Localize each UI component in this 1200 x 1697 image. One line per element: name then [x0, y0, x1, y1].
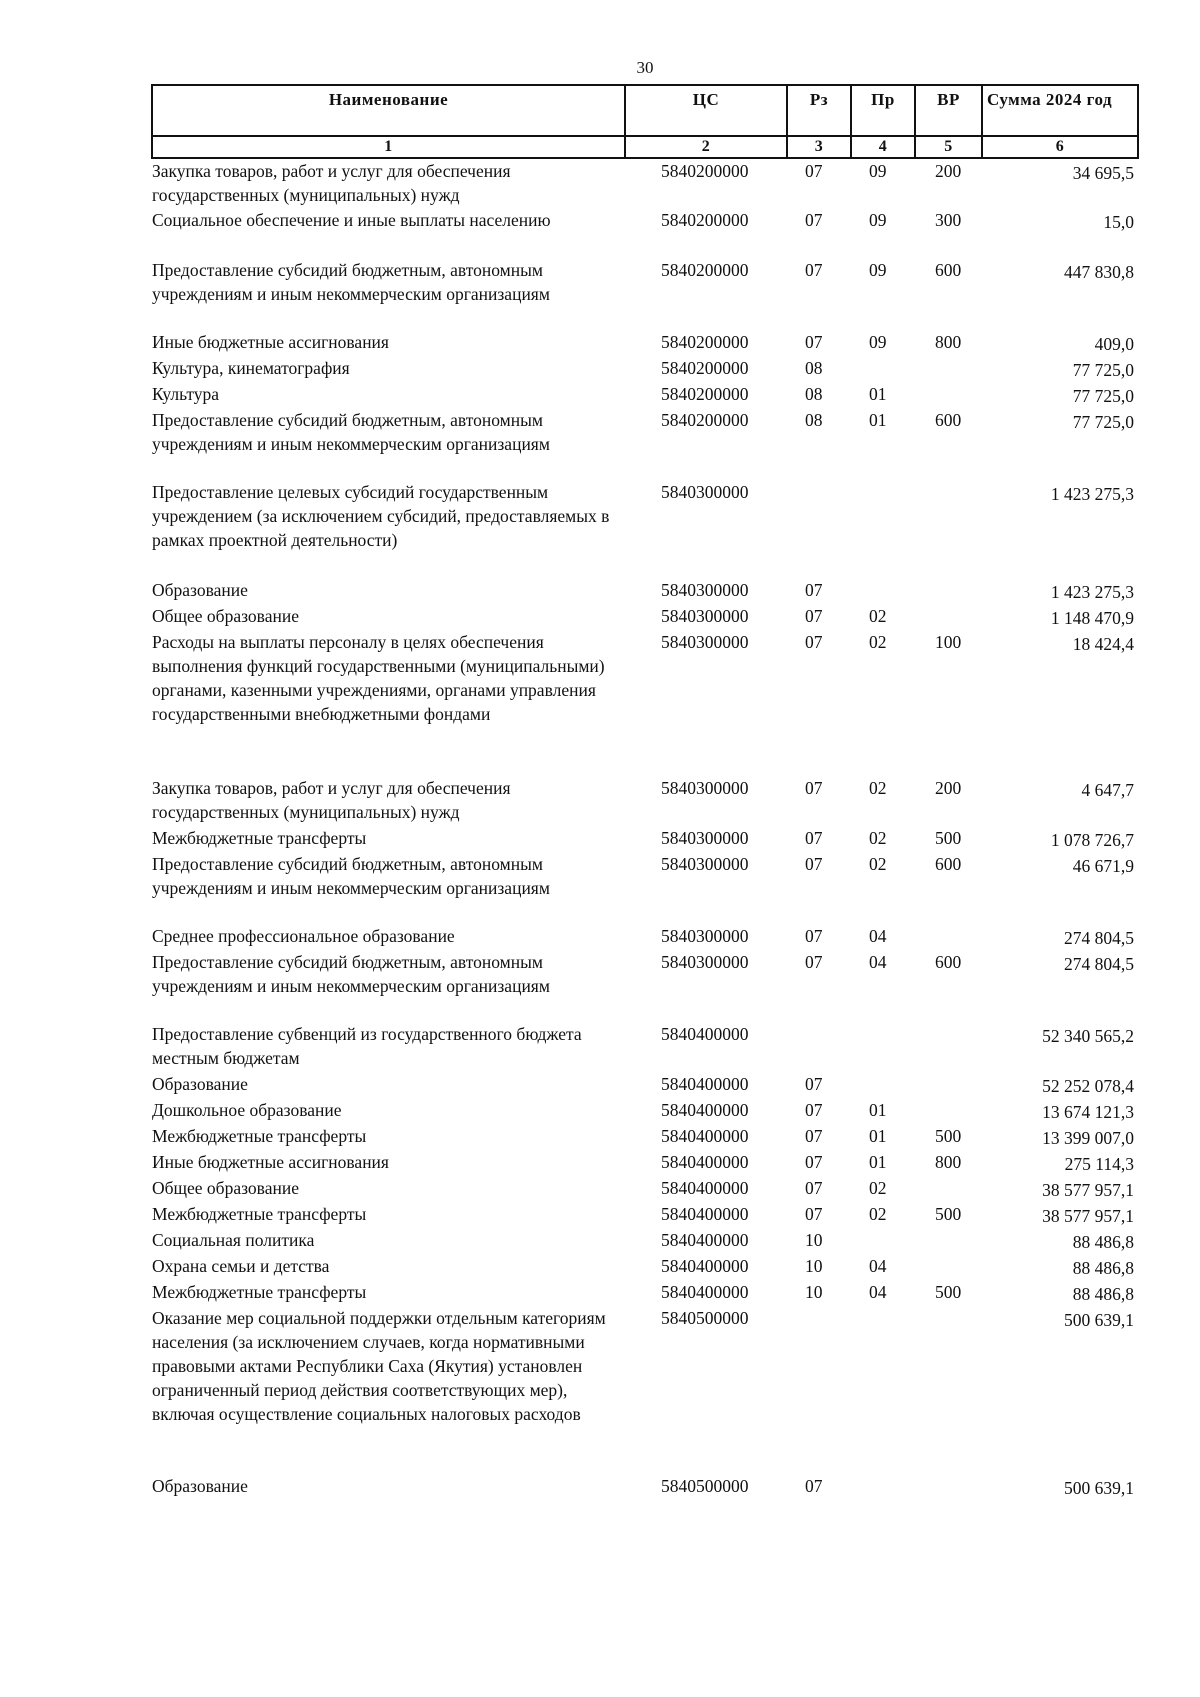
- cell-pr: 04: [869, 1282, 887, 1302]
- cell-pr: [851, 480, 915, 578]
- cell-name: Предоставление субсидий бюджетным, автономным учреждениям и иным некоммерческим организациям: [152, 854, 550, 898]
- cell-name: Предоставление субсидий бюджетным, автономным учреждениям и иным некоммерческим организациям: [152, 410, 550, 454]
- cell-name: Общее образование: [152, 606, 299, 626]
- cell-cs: 5840200000: [661, 384, 749, 404]
- cell-name: Социальная политика: [152, 1230, 315, 1250]
- cell-rz: 07: [805, 1126, 823, 1146]
- cell-rz: 07: [805, 926, 823, 946]
- cell-sum: 38 577 957,1: [1042, 1180, 1134, 1200]
- cell-vr: [915, 1098, 982, 1124]
- cell-cs: 5840300000: [661, 778, 749, 798]
- cell-sum: 15,0: [1103, 212, 1134, 232]
- cell-rz: 10: [805, 1282, 823, 1302]
- cell-sum: 38 577 957,1: [1042, 1206, 1134, 1226]
- header-number: 5: [915, 136, 982, 158]
- cell-name: Расходы на выплаты персоналу в целях обеспечения выполнения функций государственными (муниципальными) органами, казенными учреждениями, органами управления государственными внебюджетными фондами: [152, 632, 605, 724]
- cell-rz: 07: [805, 1204, 823, 1224]
- table-row: [152, 356, 1138, 382]
- table-header-numbers-row: [152, 136, 1138, 158]
- cell-pr: [851, 1072, 915, 1098]
- cell-vr: 600: [935, 952, 962, 972]
- table-row: [152, 158, 1138, 208]
- cell-rz: 07: [805, 828, 823, 848]
- cell-pr: 02: [869, 778, 887, 798]
- cell-cs: 5840300000: [661, 632, 749, 652]
- header-number: 2: [625, 136, 787, 158]
- table-row: [152, 258, 1138, 330]
- cell-pr: 01: [869, 410, 887, 430]
- cell-cs: 5840400000: [661, 1100, 749, 1120]
- cell-vr: [915, 1072, 982, 1098]
- cell-name: Образование: [152, 580, 248, 600]
- cell-pr: 09: [869, 210, 887, 230]
- cell-sum: 52 252 078,4: [1042, 1076, 1134, 1096]
- cell-vr: 300: [935, 210, 962, 230]
- cell-cs: 5840400000: [661, 1230, 749, 1250]
- cell-cs: 5840500000: [661, 1476, 749, 1496]
- table-row: [152, 924, 1138, 950]
- cell-sum: 1 423 275,3: [1050, 484, 1134, 504]
- table-row: [152, 950, 1138, 1022]
- cell-name: Межбюджетные трансферты: [152, 1204, 367, 1224]
- cell-name: Предоставление субсидий бюджетным, автономным учреждениям и иным некоммерческим организациям: [152, 260, 550, 304]
- table-row: [152, 1150, 1138, 1176]
- cell-cs: 5840400000: [661, 1024, 749, 1044]
- cell-cs: 5840400000: [661, 1282, 749, 1302]
- cell-vr: 200: [935, 161, 962, 181]
- cell-cs: 5840300000: [661, 606, 749, 626]
- cell-pr: 09: [869, 161, 887, 181]
- cell-pr: [851, 356, 915, 382]
- cell-rz: 07: [805, 1476, 823, 1496]
- table-row: [152, 1124, 1138, 1150]
- cell-rz: 08: [805, 358, 823, 378]
- cell-pr: 02: [869, 854, 887, 874]
- cell-rz: 07: [805, 778, 823, 798]
- cell-sum: 13 674 121,3: [1042, 1102, 1134, 1122]
- cell-pr: 04: [869, 926, 887, 946]
- cell-vr: 800: [935, 1152, 962, 1172]
- table-row: [152, 480, 1138, 578]
- table-row: [152, 852, 1138, 924]
- header-number: 1: [152, 136, 625, 158]
- cell-name: Культура: [152, 384, 220, 404]
- cell-rz: [787, 1022, 851, 1072]
- header-pr: Пр: [851, 85, 915, 136]
- cell-sum: 275 114,3: [1064, 1154, 1134, 1174]
- cell-rz: 08: [805, 410, 823, 430]
- cell-pr: [851, 1228, 915, 1254]
- table-row: [152, 208, 1138, 258]
- cell-name: Межбюджетные трансферты: [152, 1126, 367, 1146]
- cell-pr: 01: [869, 1126, 887, 1146]
- cell-rz: 07: [805, 1074, 823, 1094]
- header-number: 4: [851, 136, 915, 158]
- cell-cs: 5840200000: [661, 410, 749, 430]
- cell-vr: [915, 1176, 982, 1202]
- cell-sum: 1 423 275,3: [1050, 582, 1134, 602]
- cell-cs: 5840200000: [661, 332, 749, 352]
- cell-sum: 88 486,8: [1072, 1232, 1134, 1252]
- cell-cs: 5840400000: [661, 1204, 749, 1224]
- cell-cs: 5840400000: [661, 1152, 749, 1172]
- cell-cs: 5840500000: [661, 1308, 749, 1328]
- cell-vr: [915, 480, 982, 578]
- cell-rz: 07: [805, 1100, 823, 1120]
- cell-name: Культура, кинематография: [152, 358, 350, 378]
- cell-name: Предоставление целевых субсидий государственным учреждением (за исключением субсидий, предоставляемых в рамках проектной деятельности): [152, 482, 610, 550]
- cell-pr: [851, 1474, 915, 1504]
- cell-sum: 77 725,0: [1072, 412, 1134, 432]
- cell-name: Иные бюджетные ассигнования: [152, 1152, 389, 1172]
- cell-cs: 5840300000: [661, 482, 749, 502]
- cell-vr: [915, 1474, 982, 1504]
- table-row: [152, 630, 1138, 776]
- cell-cs: 5840200000: [661, 358, 749, 378]
- header-sum: Сумма 2024 год: [982, 85, 1138, 136]
- header-cs: ЦС: [625, 85, 787, 136]
- cell-pr: 09: [869, 260, 887, 280]
- cell-rz: 07: [805, 260, 823, 280]
- cell-rz: 07: [805, 952, 823, 972]
- cell-cs: 5840200000: [661, 210, 749, 230]
- cell-sum: 88 486,8: [1072, 1258, 1134, 1278]
- cell-vr: 600: [935, 854, 962, 874]
- cell-vr: [915, 1228, 982, 1254]
- cell-rz: 07: [805, 161, 823, 181]
- cell-rz: 07: [805, 606, 823, 626]
- cell-pr: 02: [869, 606, 887, 626]
- cell-cs: 5840300000: [661, 828, 749, 848]
- table-row: [152, 1228, 1138, 1254]
- cell-sum: 274 804,5: [1064, 928, 1134, 948]
- cell-rz: 10: [805, 1256, 823, 1276]
- cell-sum: 500 639,1: [1064, 1478, 1134, 1498]
- cell-pr: 02: [869, 632, 887, 652]
- cell-vr: [915, 924, 982, 950]
- cell-sum: 500 639,1: [1064, 1310, 1134, 1330]
- cell-pr: 01: [869, 1100, 887, 1120]
- cell-rz: 07: [805, 580, 823, 600]
- table-row: [152, 1098, 1138, 1124]
- cell-cs: 5840200000: [661, 161, 749, 181]
- table-row: [152, 578, 1138, 604]
- cell-cs: 5840300000: [661, 926, 749, 946]
- table-row: [152, 1072, 1138, 1098]
- cell-name: Дошкольное образование: [152, 1100, 342, 1120]
- cell-pr: 02: [869, 1178, 887, 1198]
- cell-vr: [915, 356, 982, 382]
- cell-pr: 01: [869, 384, 887, 404]
- table-row: [152, 382, 1138, 408]
- table-row: [152, 1474, 1138, 1504]
- cell-rz: 07: [805, 210, 823, 230]
- cell-sum: 1 078 726,7: [1050, 830, 1134, 850]
- cell-name: Иные бюджетные ассигнования: [152, 332, 389, 352]
- table-row: [152, 1254, 1138, 1280]
- cell-pr: 02: [869, 1204, 887, 1224]
- cell-vr: 500: [935, 828, 962, 848]
- budget-table-container: [151, 84, 1137, 1504]
- cell-rz: 07: [805, 332, 823, 352]
- cell-pr: 01: [869, 1152, 887, 1172]
- cell-sum: 409,0: [1094, 334, 1134, 354]
- cell-vr: [915, 382, 982, 408]
- table-row: [152, 776, 1138, 826]
- cell-vr: [915, 578, 982, 604]
- cell-name: Социальное обеспечение и иные выплаты населению: [152, 210, 551, 230]
- cell-sum: 13 399 007,0: [1042, 1128, 1134, 1148]
- table-row: [152, 1176, 1138, 1202]
- table-row: [152, 330, 1138, 356]
- table-row: [152, 1306, 1138, 1474]
- header-number: 6: [982, 136, 1138, 158]
- budget-table: [151, 84, 1139, 1504]
- cell-vr: 600: [935, 410, 962, 430]
- cell-sum: 18 424,4: [1072, 634, 1134, 654]
- cell-rz: [787, 480, 851, 578]
- cell-vr: 200: [935, 778, 962, 798]
- cell-sum: 447 830,8: [1064, 262, 1134, 282]
- page-number: 30: [636, 58, 654, 77]
- cell-pr: [851, 578, 915, 604]
- cell-vr: 100: [935, 632, 962, 652]
- cell-name: Образование: [152, 1074, 248, 1094]
- cell-pr: [851, 1306, 915, 1474]
- table-row: [152, 1280, 1138, 1306]
- cell-rz: 08: [805, 384, 823, 404]
- cell-sum: 4 647,7: [1081, 780, 1134, 800]
- cell-name: Охрана семьи и детства: [152, 1256, 330, 1276]
- cell-vr: 800: [935, 332, 962, 352]
- header-rz: Рз: [787, 85, 851, 136]
- cell-sum: 77 725,0: [1072, 386, 1134, 406]
- header-name: Наименование: [152, 85, 625, 136]
- cell-rz: 07: [805, 1178, 823, 1198]
- cell-sum: 88 486,8: [1072, 1284, 1134, 1304]
- cell-rz: 07: [805, 854, 823, 874]
- table-row: [152, 1202, 1138, 1228]
- cell-name: Оказание мер социальной поддержки отдельным категориям населения (за исключением случаев, когда нормативными правовыми актами Республики Саха (Якутия) установлен ограниченный период действия соответствующих мер), включая осуществление социальных налоговых расходов: [152, 1308, 606, 1424]
- header-vr: ВР: [915, 85, 982, 136]
- cell-sum: 46 671,9: [1072, 856, 1134, 876]
- cell-name: Предоставление субвенций из государственного бюджета местным бюджетам: [152, 1024, 582, 1068]
- table-row: [152, 604, 1138, 630]
- cell-rz: 07: [805, 632, 823, 652]
- cell-name: Межбюджетные трансферты: [152, 1282, 367, 1302]
- cell-name: Закупка товаров, работ и услуг для обеспечения государственных (муниципальных) нужд: [152, 778, 511, 822]
- cell-vr: [915, 1022, 982, 1072]
- cell-sum: 77 725,0: [1072, 360, 1134, 380]
- cell-cs: 5840400000: [661, 1178, 749, 1198]
- cell-sum: 274 804,5: [1064, 954, 1134, 974]
- table-header-row: [152, 85, 1138, 136]
- cell-name: Образование: [152, 1476, 248, 1496]
- cell-cs: 5840300000: [661, 952, 749, 972]
- cell-pr: 04: [869, 952, 887, 972]
- table-row: [152, 826, 1138, 852]
- cell-cs: 5840400000: [661, 1074, 749, 1094]
- cell-rz: 10: [805, 1230, 823, 1250]
- cell-rz: [787, 1306, 851, 1474]
- cell-name: Среднее профессиональное образование: [152, 926, 455, 946]
- cell-cs: 5840400000: [661, 1126, 749, 1146]
- cell-pr: 09: [869, 332, 887, 352]
- table-body: [152, 158, 1138, 1504]
- cell-vr: [915, 1306, 982, 1474]
- cell-vr: 500: [935, 1126, 962, 1146]
- cell-cs: 5840300000: [661, 580, 749, 600]
- cell-vr: 500: [935, 1282, 962, 1302]
- cell-sum: 52 340 565,2: [1042, 1026, 1134, 1046]
- cell-rz: 07: [805, 1152, 823, 1172]
- cell-name: Общее образование: [152, 1178, 299, 1198]
- cell-vr: [915, 604, 982, 630]
- cell-sum: 1 148 470,9: [1050, 608, 1134, 628]
- cell-cs: 5840300000: [661, 854, 749, 874]
- cell-cs: 5840400000: [661, 1256, 749, 1276]
- cell-name: Предоставление субсидий бюджетным, автономным учреждениям и иным некоммерческим организациям: [152, 952, 550, 996]
- cell-vr: 500: [935, 1204, 962, 1224]
- cell-vr: 600: [935, 260, 962, 280]
- cell-pr: [851, 1022, 915, 1072]
- cell-pr: 02: [869, 828, 887, 848]
- cell-sum: 34 695,5: [1072, 163, 1134, 183]
- table-row: [152, 408, 1138, 480]
- cell-vr: [915, 1254, 982, 1280]
- cell-cs: 5840200000: [661, 260, 749, 280]
- cell-name: Межбюджетные трансферты: [152, 828, 367, 848]
- header-number: 3: [787, 136, 851, 158]
- table-row: [152, 1022, 1138, 1072]
- cell-name: Закупка товаров, работ и услуг для обеспечения государственных (муниципальных) нужд: [152, 161, 511, 205]
- cell-pr: 04: [869, 1256, 887, 1276]
